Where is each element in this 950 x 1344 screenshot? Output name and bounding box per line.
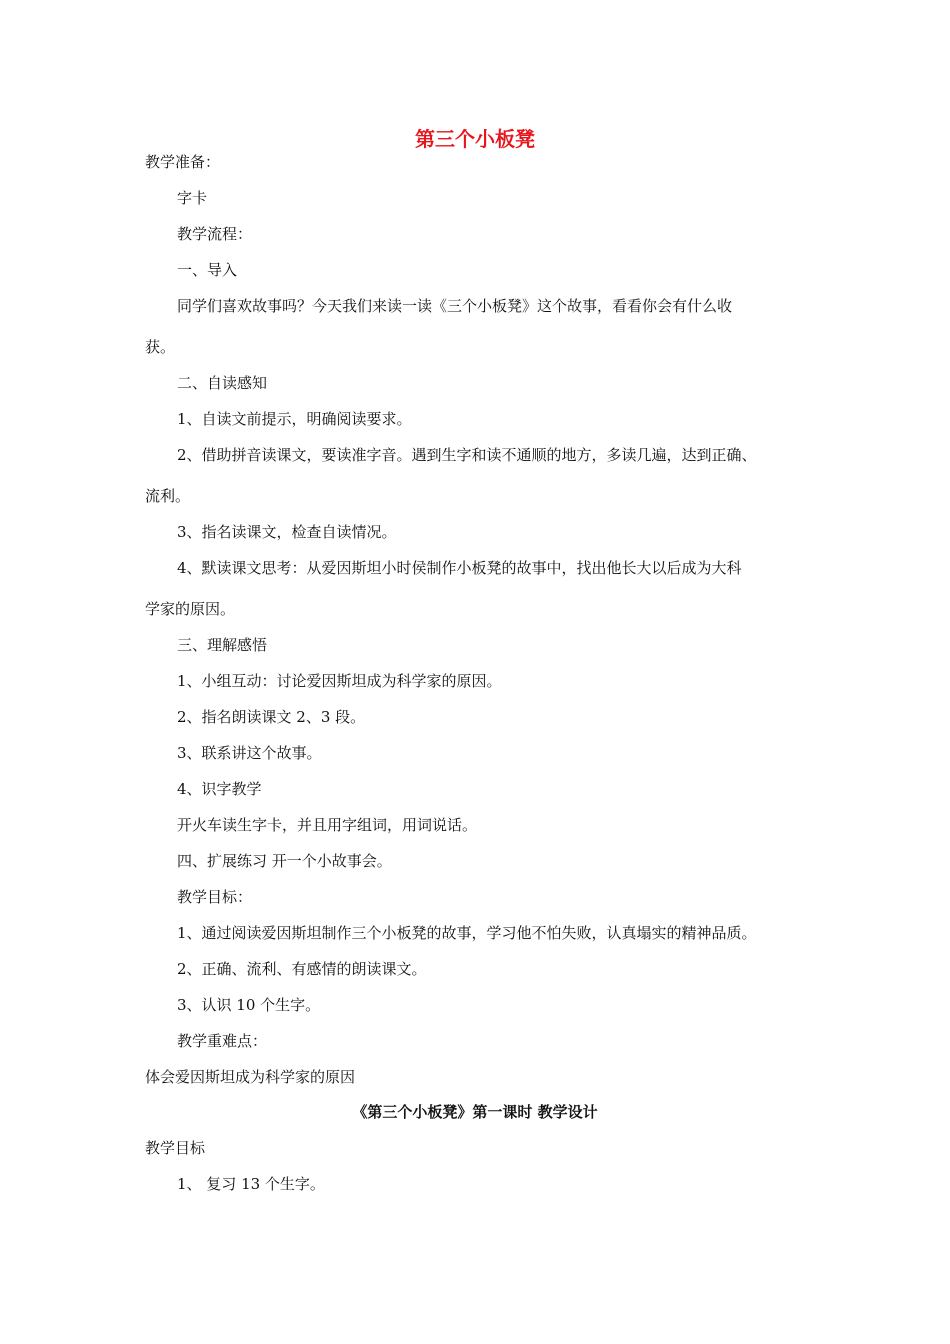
- list-item-continuation: 学家的原因。: [145, 600, 236, 618]
- section-subtitle: 《第三个小板凳》第一课时 教学设计: [352, 1103, 598, 1121]
- list-item: 4、默读课文思考：从爱因斯坦小时侯制作小板凳的故事中，找出他长大以后成为大科: [177, 559, 742, 577]
- section-heading-self-reading: 二、自读感知: [177, 374, 268, 392]
- goals-heading: 教学目标：: [177, 888, 253, 906]
- flow-heading: 教学流程：: [177, 225, 253, 243]
- goals-heading-2: 教学目标: [145, 1139, 206, 1157]
- list-item-continuation: 流利。: [145, 487, 191, 505]
- list-item: 3、联系讲这个故事。: [177, 744, 322, 762]
- section-heading-intro: 一、导入: [177, 261, 238, 279]
- list-item: 1、 复习 13 个生字。: [177, 1175, 325, 1193]
- difficulty-heading: 教学重难点：: [177, 1032, 268, 1050]
- list-item: 2、正确、流利、有感情的朗读课文。: [177, 960, 427, 978]
- paragraph-line: 同学们喜欢故事吗？今天我们来读一读《三个小板凳》这个故事，看看你会有什么收: [177, 297, 733, 315]
- list-item: 2、借助拼音读课文，要读准字音。遇到生字和读不通顺的地方，多读几遍，达到正确、: [177, 446, 757, 464]
- prep-heading: 教学准备：: [145, 153, 221, 171]
- list-item: 3、认识 10 个生字。: [177, 996, 321, 1014]
- prep-item: 字卡: [177, 189, 208, 207]
- list-item: 1、通过阅读爱因斯坦制作三个小板凳的故事，学习他不怕失败，认真塌实的精神品质。: [177, 924, 757, 942]
- list-item: 1、自读文前提示，明确阅读要求。: [177, 410, 412, 428]
- list-item: 4、识字教学: [177, 780, 262, 798]
- list-item: 2、指名朗读课文 2、3 段。: [177, 708, 366, 726]
- paragraph-line: 获。: [145, 338, 176, 356]
- section-heading-extension: 四、扩展练习 开一个小故事会。: [177, 852, 392, 870]
- section-heading-understanding: 三、理解感悟: [177, 636, 268, 654]
- list-item: 1、小组互动：讨论爱因斯坦成为科学家的原因。: [177, 672, 502, 690]
- document-title: 第三个小板凳: [415, 127, 535, 151]
- list-item: 3、指名读课文，检查自读情况。: [177, 523, 397, 541]
- difficulty-text: 体会爱因斯坦成为科学家的原因: [145, 1068, 356, 1086]
- list-item-detail: 开火车读生字卡，并且用字组词，用词说话。: [177, 816, 478, 834]
